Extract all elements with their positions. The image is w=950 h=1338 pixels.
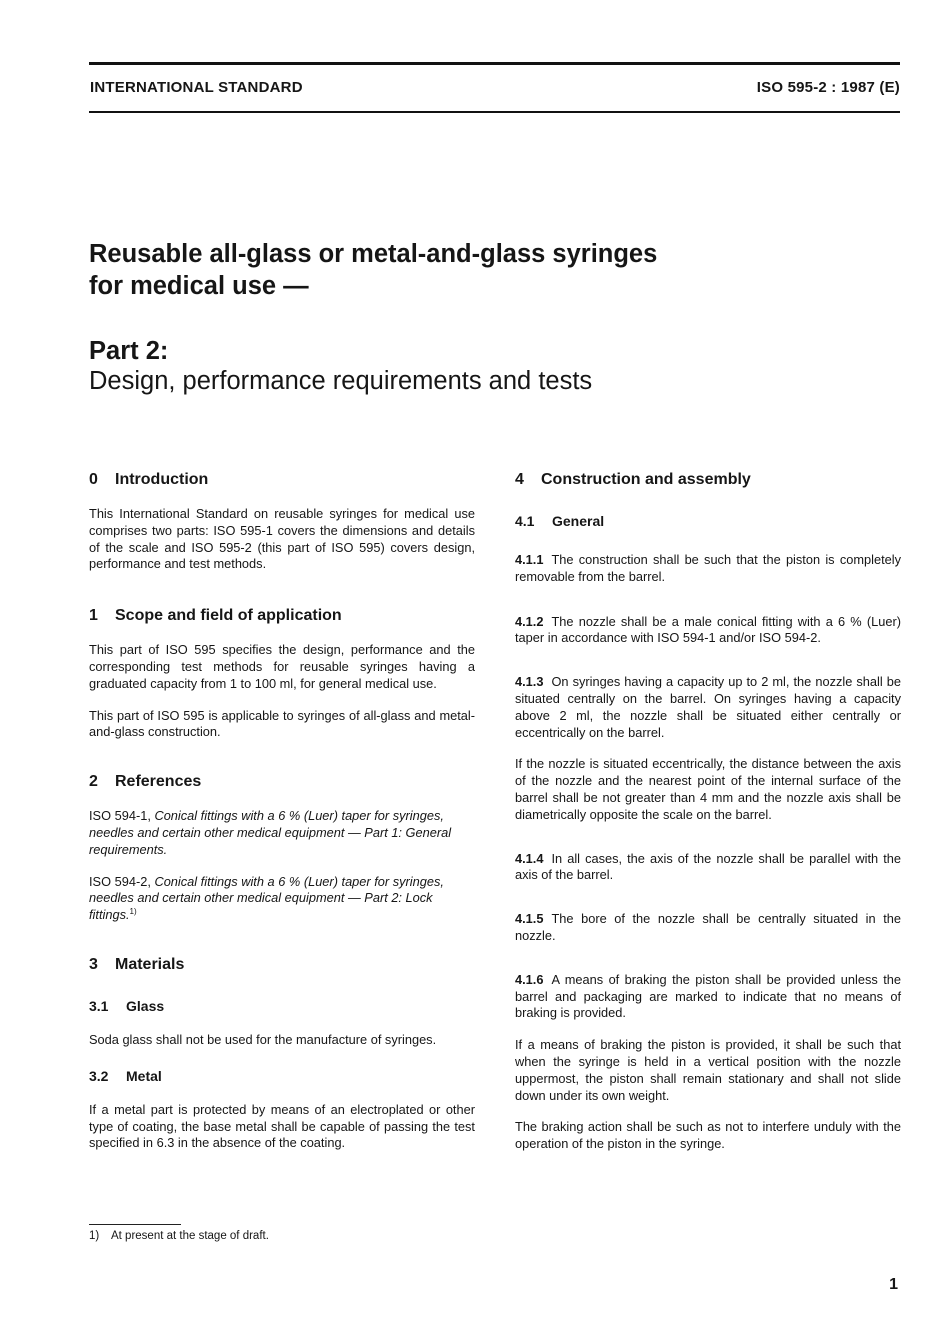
section-number: 3 [89, 955, 98, 973]
section-number: 0 [89, 471, 98, 488]
section-title: References [115, 773, 202, 791]
scope-paragraph-2: This part of ISO 595 is applicable to syringes of all-glass and metal-and-glass construction. [89, 707, 475, 740]
subsection-title: Metal [126, 1067, 162, 1084]
part-title: Design, performance requirements and tests [89, 367, 593, 395]
reference-iso-594-2 [89, 874, 475, 924]
header-document-type: INTERNATIONAL STANDARD [90, 79, 303, 96]
clause-text: A means of braking the piston shall be provided unless the barrel and packaging are marked to indicate that no means of braking is provided. [515, 971, 901, 1021]
clause-text: The bore of the nozzle shall be centrally situated in the nozzle. [515, 911, 901, 943]
clause-4-1-2 [515, 614, 901, 648]
clause-4-1-3 [515, 674, 901, 741]
reference-code: ISO 594-2, [89, 873, 151, 889]
header-rule-bottom [89, 111, 900, 113]
subsection-number: 3.1 [89, 997, 109, 1014]
reference-code: ISO 594-1, [89, 808, 151, 824]
clause-number: 4.1.5 [515, 911, 544, 927]
section-0-heading [89, 470, 475, 490]
reference-title: Conical fittings with a 6 % (Luer) taper for syringes, needles and certain other medical equipment — Part 2: Lock fittings. [89, 873, 444, 923]
clause-text: In all cases, the axis of the nozzle shall be parallel with the axis of the barrel. [515, 850, 901, 883]
footnote-marker: 1) [129, 907, 137, 917]
section-title: Construction and assembly [541, 471, 751, 488]
clause-4-1-4 [515, 851, 901, 885]
clause-4-1-6 [515, 972, 901, 1022]
clause-4-1-6-paragraph-2: If a means of braking the piston is provided, it shall be such that when the syringe is held in a vertical position with the nozzle uppermost, the piston shall remain stationary and shall not slide down under its own weight. [515, 1037, 901, 1103]
header-standard-number: ISO 595-2 : 1987 (E) [756, 79, 900, 96]
section-4-heading [515, 470, 901, 490]
subsection-number: 4.1 [515, 513, 535, 529]
section-number: 2 [89, 773, 98, 791]
clause-number: 4.1.2 [515, 613, 544, 629]
section-title: Introduction [115, 471, 209, 488]
footnote-number: 1) [89, 1230, 100, 1242]
clause-number: 4.1.3 [515, 674, 544, 690]
metal-paragraph: If a metal part is protected by means of an electroplated or other type of coating, the base metal shall be capable of passing the test specified in 6.3 in the absence of the coating. [89, 1101, 475, 1151]
clause-4-1-6-paragraph-3: The braking action shall be such as not to interfere unduly with the operation of the piston in the syringe. [515, 1119, 901, 1152]
section-2-heading [89, 772, 475, 792]
subsection-3-2-heading [89, 1067, 475, 1085]
header-rule-top [89, 62, 900, 65]
section-number: 1 [89, 607, 98, 625]
subsection-4-1-heading [515, 512, 901, 530]
document-title-line-2: for medical use — [89, 272, 309, 300]
footnote [89, 1230, 269, 1242]
footnote-rule [89, 1224, 181, 1225]
scope-paragraph-1: This part of ISO 595 specifies the design, performance and the corresponding test methods for reusable syringes having a graduated capacity from 1 to 100 ml, for general medical use. [89, 642, 475, 691]
clause-4-1-3-paragraph-2: If the nozzle is situated eccentrically, the distance between the axis of the nozzle and the nearest point of the internal surface of the barrel shall be not greater than 4 mm and the nozzle axis shall be diametrically opposite the scale on the barrel. [515, 756, 901, 822]
reference-title: Conical fittings with a 6 % (Luer) taper for syringes, needles and certain other medical equipment — Part 1: General requirements. [89, 808, 452, 857]
left-column [89, 468, 475, 1152]
section-3-heading [89, 955, 475, 975]
subsection-title: Glass [126, 997, 165, 1014]
reference-iso-594-1 [89, 808, 475, 858]
clause-number: 4.1.4 [515, 850, 544, 866]
subsection-title: General [552, 513, 605, 529]
clause-4-1-1 [515, 552, 901, 586]
introduction-paragraph: This International Standard on reusable syringes for medical use comprises two parts: ISO 595-1 covers the dimensions and details of the scale and ISO 595-2 (this part of ISO 595) covers design, performance and test methods. [89, 506, 475, 572]
section-number: 4 [515, 471, 524, 488]
glass-paragraph: Soda glass shall not be used for the manufacture of syringes. [89, 1031, 437, 1047]
page-number: 1 [889, 1276, 898, 1293]
part-number: Part 2: [89, 337, 169, 365]
section-title: Materials [115, 955, 185, 973]
footnote-text: At present at the stage of draft. [111, 1230, 269, 1242]
section-1-heading [89, 606, 475, 626]
document-title-line-1: Reusable all-glass or metal-and-glass syringes [89, 240, 658, 268]
subsection-number: 3.2 [89, 1067, 109, 1084]
right-column [515, 468, 901, 1153]
clause-number: 4.1.6 [515, 971, 544, 987]
clause-number: 4.1.1 [515, 552, 544, 567]
section-title: Scope and field of application [115, 607, 342, 625]
clause-4-1-5 [515, 911, 901, 945]
subsection-3-1-heading [89, 997, 475, 1015]
clause-text: On syringes having a capacity up to 2 ml, the nozzle shall be situated centrally on the barrel. On syringes having a capacity above 2 ml, the nozzle shall be situated either centrally or eccentrically on the barrel. [515, 674, 901, 740]
clause-text: The construction shall be such that the piston is completely removable from the barrel. [515, 552, 901, 584]
clause-text: The nozzle shall be a male conical fitting with a 6 % (Luer) taper in accordance with ISO 594-1 and/or ISO 594-2. [515, 613, 901, 646]
